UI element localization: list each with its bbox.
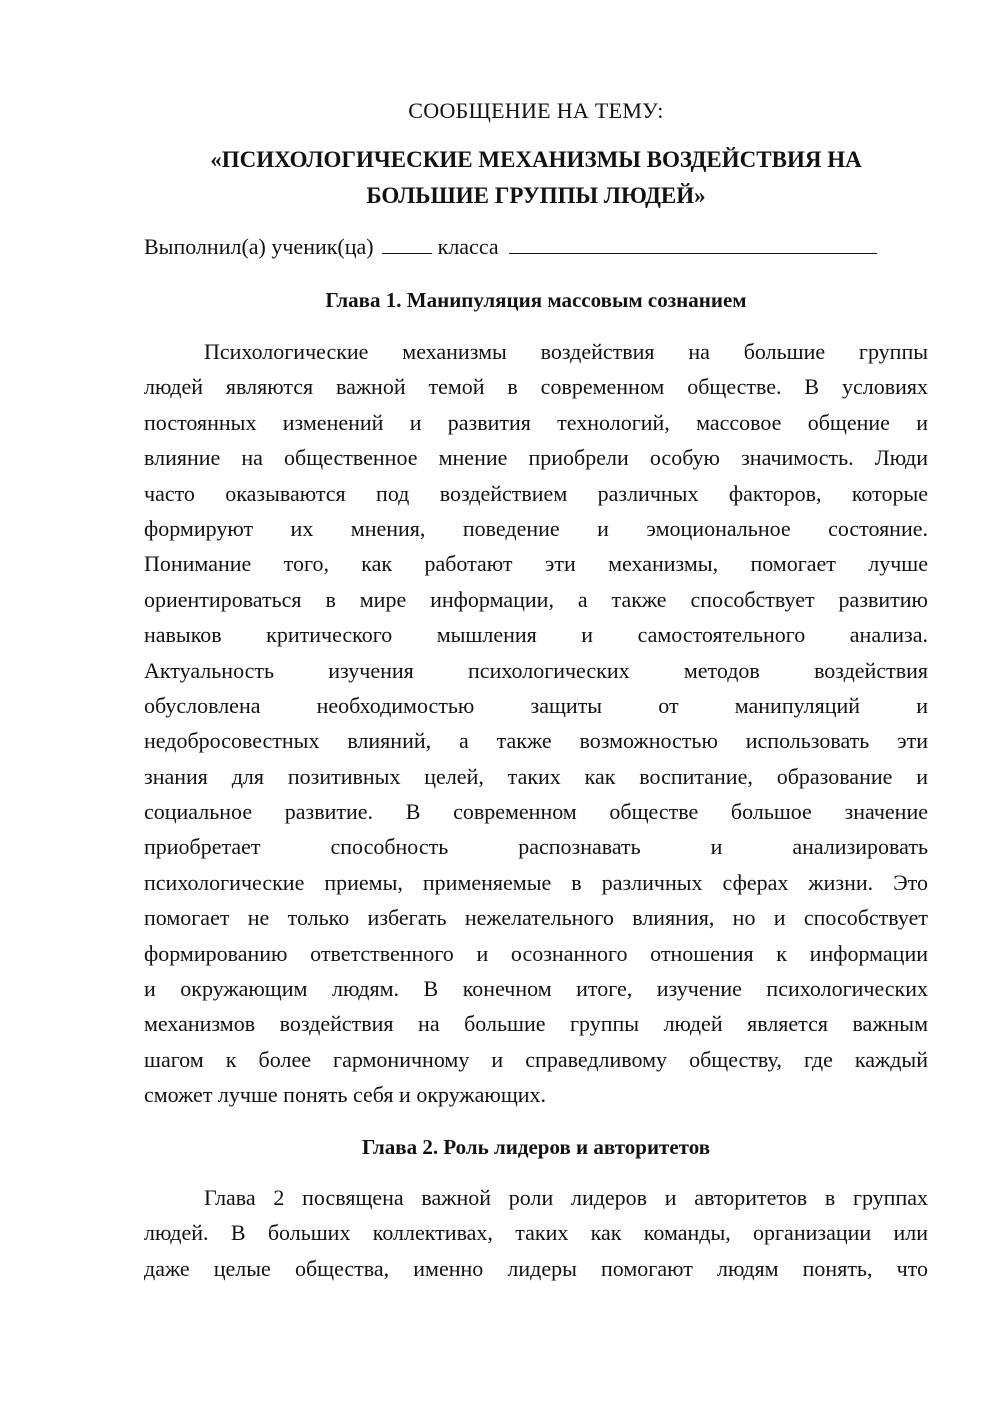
paragraph-line: людей являются важной темой в современном обществе. В условиях [144,374,928,400]
paragraph-line: людей. В больших коллективах, таких как команды, организации или [144,1220,928,1246]
byline-prefix: Выполнил(а) ученик(ца) [144,234,374,259]
paragraph-line: Понимание того, как работают эти механизмы, помогает лучше [144,551,928,577]
paragraph-line: постоянных изменений и развития технологий, массовое общение и [144,409,928,435]
class-blank [382,233,432,254]
paragraph-line: формированию ответственного и осознанного отношения к информации [144,940,928,966]
title-line: БОЛЬШИЕ ГРУППЫ ЛЮДЕЙ» [366,183,706,208]
paragraph-line: социальное развитие. В современном обществе большое значение [144,799,928,825]
chapter-1-heading: Глава 1. Манипуляция массовым сознанием [325,288,747,312]
paragraph-line: ориентироваться в мире информации, а также способствует развитию [144,586,928,612]
document-heading: СООБЩЕНИЕ НА ТЕМУ: [408,98,664,123]
paragraph-line: Психологические механизмы воздействия на большие группы [204,339,928,364]
paragraph-line: Глава 2 посвящена важной роли лидеров и авторитетов в группах [204,1185,928,1210]
paragraph-line: Актуальность изучения психологических методов воздействия [144,657,928,683]
chapter-1-paragraph [144,334,928,1113]
chapter-2-heading: Глава 2. Роль лидеров и авторитетов [361,1135,711,1159]
byline [144,232,877,262]
paragraph-line: часто оказываются под воздействием различных факторов, которые [144,480,928,506]
paragraph-line: помогает не только избегать нежелательного влияния, но и способствует [144,905,928,931]
document-title [144,142,928,214]
chapter-2-paragraph [144,1180,928,1286]
paragraph-line: формируют их мнения, поведение и эмоциональное состояние. [144,515,928,541]
paragraph-line: даже целые общества, именно лидеры помогают людям понять, что [144,1255,928,1281]
paragraph-line: влияние на общественное мнение приобрели особую значимость. Люди [144,445,928,471]
paragraph-line: психологические приемы, применяемые в различных сферах жизни. Это [144,869,928,895]
paragraph-line: обусловлена необходимостью защиты от манипуляций и [144,692,928,718]
paragraph-line: сможет лучше понять себя и окружающих. [144,1082,547,1108]
paragraph-line: приобретает способность распознавать и анализировать [144,834,928,860]
paragraph-line: знания для позитивных целей, таких как воспитание, образование и [144,763,928,789]
name-blank [509,233,877,254]
paragraph-line: и окружающим людям. В конечном итоге, изучение психологических [144,976,928,1002]
paragraph-line: недобросовестных влияний, а также возможностью использовать эти [144,728,928,754]
byline-middle: класса [437,234,499,259]
paragraph-line: механизмов воздействия на большие группы людей является важным [144,1011,928,1037]
title-line: «ПСИХОЛОГИЧЕСКИЕ МЕХАНИЗМЫ ВОЗДЕЙСТВИЯ НА [210,147,862,172]
paragraph-line: шагом к более гармоничному и справедливому обществу, где каждый [144,1046,928,1072]
paragraph-line: навыков критического мышления и самостоятельного анализа. [144,622,928,648]
